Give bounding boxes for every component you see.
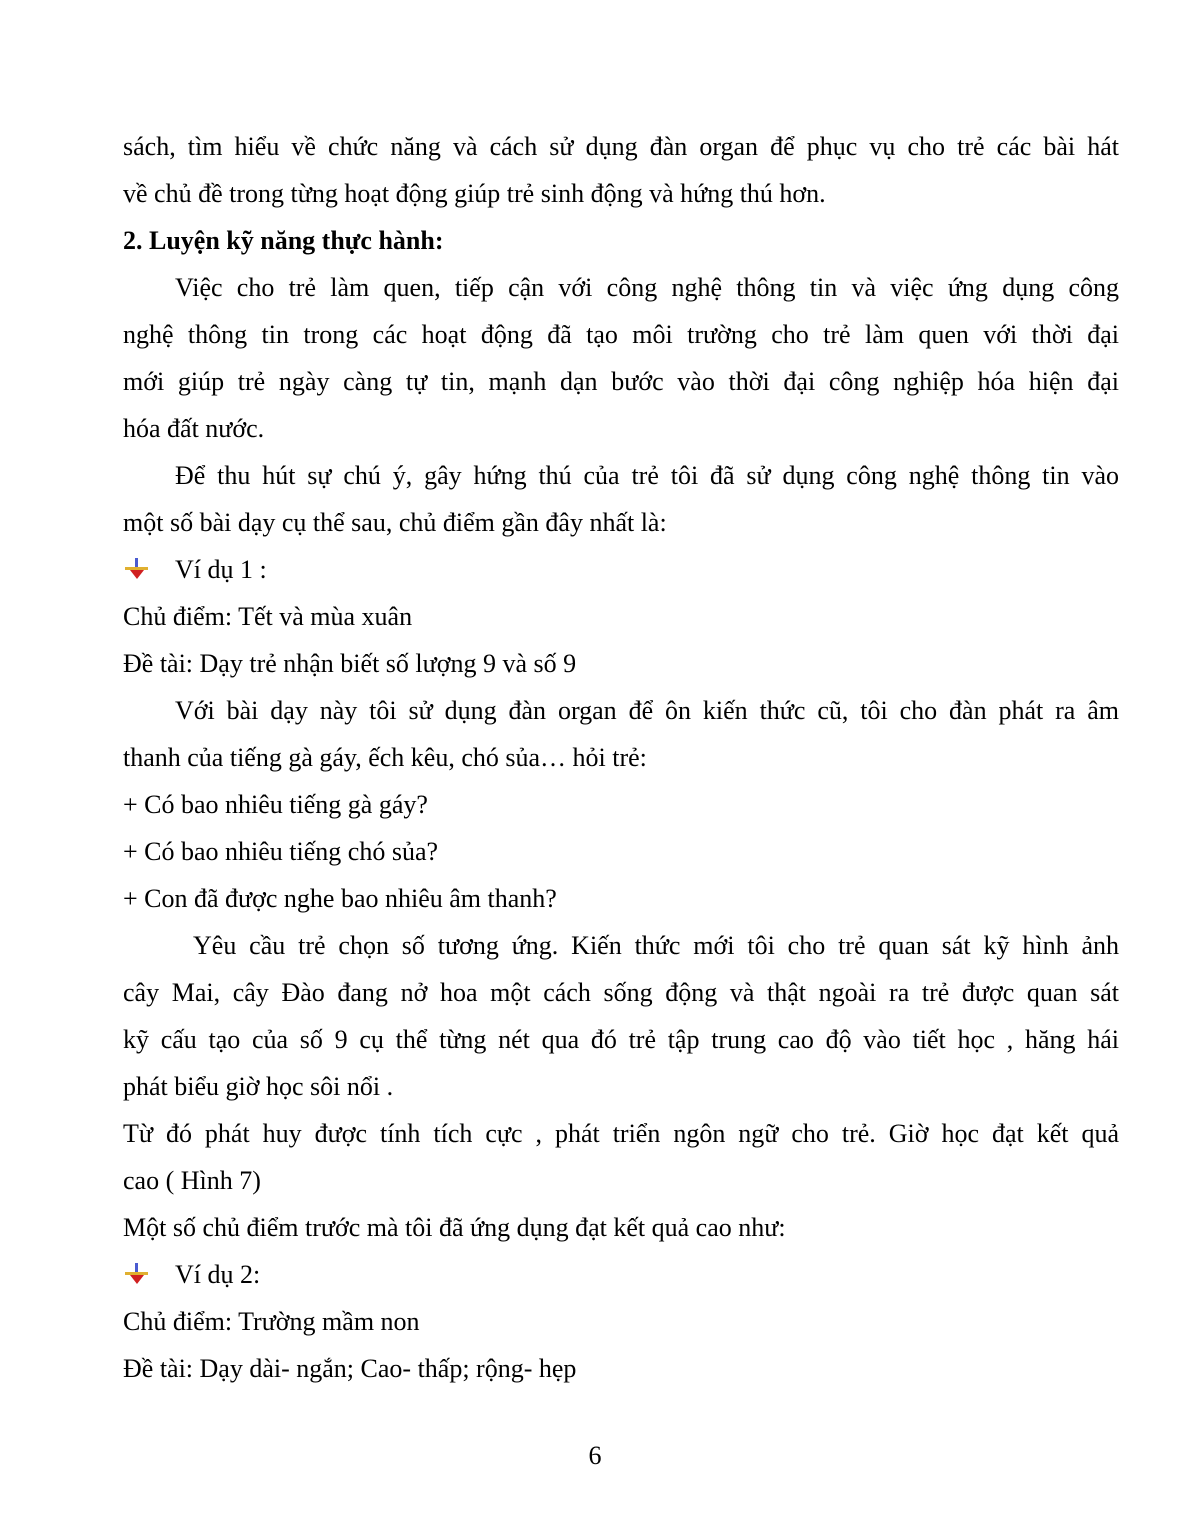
text-line: nghệ thông tin trong các hoạt động đã tạo môi trường cho trẻ làm quen với thời đại <box>123 320 1119 349</box>
arrow-down-cross-icon <box>123 558 151 582</box>
example-label-text: Ví dụ 2: <box>175 1260 261 1289</box>
example-2-label <box>123 1251 1119 1298</box>
text-line: thanh của tiếng gà gáy, ếch kêu, chó sủa… hỏi trẻ: <box>123 743 647 772</box>
page-number: 6 <box>588 1441 602 1470</box>
text-line: Việc cho trẻ làm quen, tiếp cận với công nghệ thông tin và việc ứng dụng công <box>175 273 1119 302</box>
text-line: cây Mai, cây Đào đang nở hoa một cách sống động và thật ngoài ra trẻ được quan sát <box>123 978 1119 1007</box>
text-line: sách, tìm hiểu về chức năng và cách sử dụng đàn organ để phục vụ cho trẻ các bài hát <box>123 132 1119 161</box>
document-body <box>123 123 1119 1392</box>
text-line: về chủ đề trong từng hoạt động giúp trẻ sinh động và hứng thú hơn. <box>123 179 826 208</box>
text-line: hóa đất nước. <box>123 414 265 443</box>
text-line: cao ( Hình 7) <box>123 1166 261 1195</box>
arrow-down-cross-icon <box>123 1263 151 1287</box>
example-1-label <box>123 546 1119 593</box>
text-line: phát biểu giờ học sôi nổi . <box>123 1072 394 1101</box>
text-line: một số bài dạy cụ thể sau, chủ điểm gần đây nhất là: <box>123 508 667 537</box>
example-label-text: Ví dụ 1 : <box>175 555 267 584</box>
text-line: Với bài dạy này tôi sử dụng đàn organ để ôn kiến thức cũ, tôi cho đàn phát ra âm <box>175 696 1119 725</box>
text-line: Đề tài: Dạy trẻ nhận biết số lượng 9 và số 9 <box>123 649 577 678</box>
text-line: Yêu cầu trẻ chọn số tương ứng. Kiến thức mới tôi cho trẻ quan sát kỹ hình ảnh <box>193 931 1119 960</box>
text-line: kỹ cấu tạo của số 9 cụ thể từng nét qua đó trẻ tập trung cao độ vào tiết học , hăng hái <box>123 1025 1119 1054</box>
text-line: Chủ điểm: Tết và mùa xuân <box>123 602 413 631</box>
list-item: + Có bao nhiêu tiếng chó sủa? <box>123 837 439 866</box>
text-line: Một số chủ điểm trước mà tôi đã ứng dụng đạt kết quả cao như: <box>123 1213 786 1242</box>
text-line: Để thu hút sự chú ý, gây hứng thú của trẻ tôi đã sử dụng công nghệ thông tin vào <box>175 461 1119 490</box>
section-heading: 2. Luyện kỹ năng thực hành: <box>123 226 444 255</box>
text-line: Chủ điểm: Trường mầm non <box>123 1307 420 1336</box>
text-line: Đề tài: Dạy dài- ngắn; Cao- thấp; rộng- hẹp <box>123 1354 577 1383</box>
text-line: mới giúp trẻ ngày càng tự tin, mạnh dạn bước vào thời đại công nghiệp hóa hiện đại <box>123 367 1119 396</box>
text-line: Từ đó phát huy được tính tích cực , phát triển ngôn ngữ cho trẻ. Giờ học đạt kết quả <box>123 1119 1119 1148</box>
list-item: + Có bao nhiêu tiếng gà gáy? <box>123 790 428 819</box>
list-item: + Con đã được nghe bao nhiêu âm thanh? <box>123 884 557 913</box>
